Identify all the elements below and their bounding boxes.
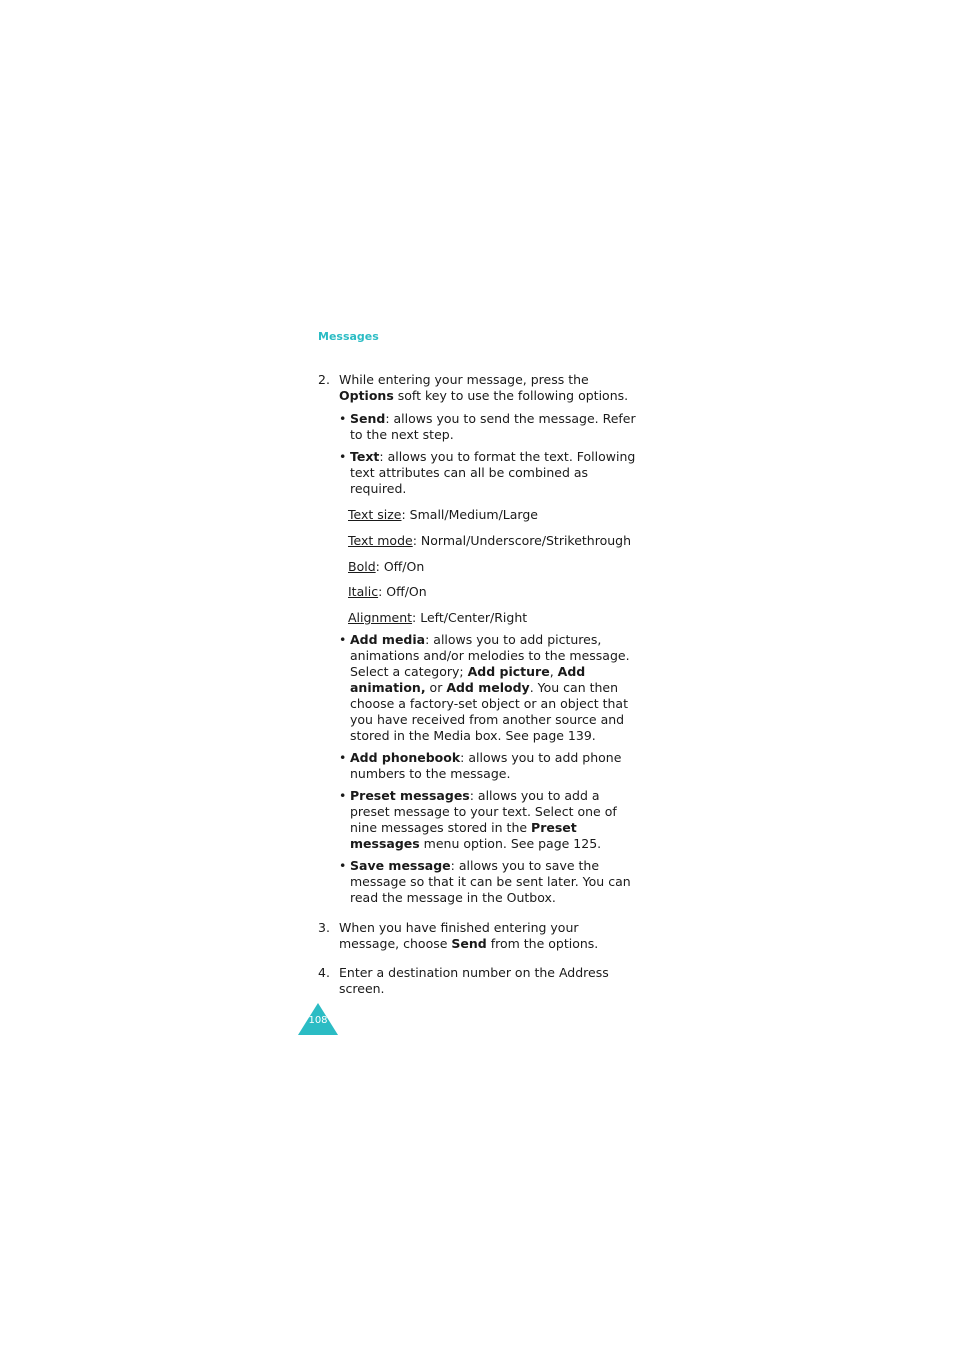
step-text: Enter a destination number on the Address screen. bbox=[339, 965, 609, 997]
option-add-phonebook: • Add phonebook: allows you to add phone numbers to the message. bbox=[339, 750, 622, 782]
bullet-icon: • bbox=[339, 449, 347, 464]
step-2 bbox=[318, 372, 640, 906]
step-3 bbox=[318, 920, 640, 952]
bullet-icon: • bbox=[339, 632, 347, 648]
option-text: • Text: allows you to format the text. Following text attributes can all be combined as required. Text size: Small/Medium/Large Text mode: Normal/Underscore/Strikethrough Bold: Off/On Italic: Off/On Alignment: Left/Center/Right bbox=[339, 449, 640, 626]
option-add-media: • Add media: allows you to add pictures, animations and/or melodies to the message. Select a category; Add picture, Add animation, or Add melody. You can then choose a factory-set object or an object that you have received from another source and stored in the Media box. See page 139. bbox=[339, 632, 630, 744]
page-number: 108 bbox=[308, 1015, 328, 1026]
attr-bold: Bold: Off/On bbox=[348, 558, 425, 574]
step-4 bbox=[318, 965, 640, 997]
option-preset-messages: • Preset messages: allows you to add a preset message to your text. Select one of nine messages stored in the Preset messages menu option. See page 125. bbox=[339, 788, 617, 852]
step-number: 3. bbox=[318, 920, 330, 936]
option-save-message: • Save message: allows you to save the message so that it can be sent later. You can read the message in the Outbox. bbox=[339, 858, 631, 906]
step-text: When you have finished entering your message, choose Send from the options. bbox=[339, 920, 599, 952]
step-number: 4. bbox=[318, 965, 330, 981]
step-number: 2. bbox=[318, 372, 330, 387]
text-attributes bbox=[348, 507, 640, 626]
attr-alignment: Alignment: Left/Center/Right bbox=[348, 610, 528, 626]
step-text: While entering your message, press the Options soft key to use the following options. bbox=[339, 372, 629, 403]
section-title: Messages bbox=[318, 330, 379, 343]
page-number-badge bbox=[298, 1003, 338, 1035]
bullet-icon: • bbox=[339, 788, 347, 804]
options-list bbox=[339, 411, 640, 906]
attr-italic: Italic: Off/On bbox=[348, 584, 427, 600]
attr-text-mode: Text mode: Normal/Underscore/Strikethrough bbox=[348, 532, 632, 548]
attr-text-size: Text size: Small/Medium/Large bbox=[348, 507, 538, 522]
bullet-icon: • bbox=[339, 750, 347, 766]
option-send: • Send: allows you to send the message. Refer to the next step. bbox=[339, 411, 636, 442]
page-content bbox=[318, 372, 640, 997]
bullet-icon: • bbox=[339, 411, 347, 426]
bullet-icon: • bbox=[339, 858, 347, 874]
